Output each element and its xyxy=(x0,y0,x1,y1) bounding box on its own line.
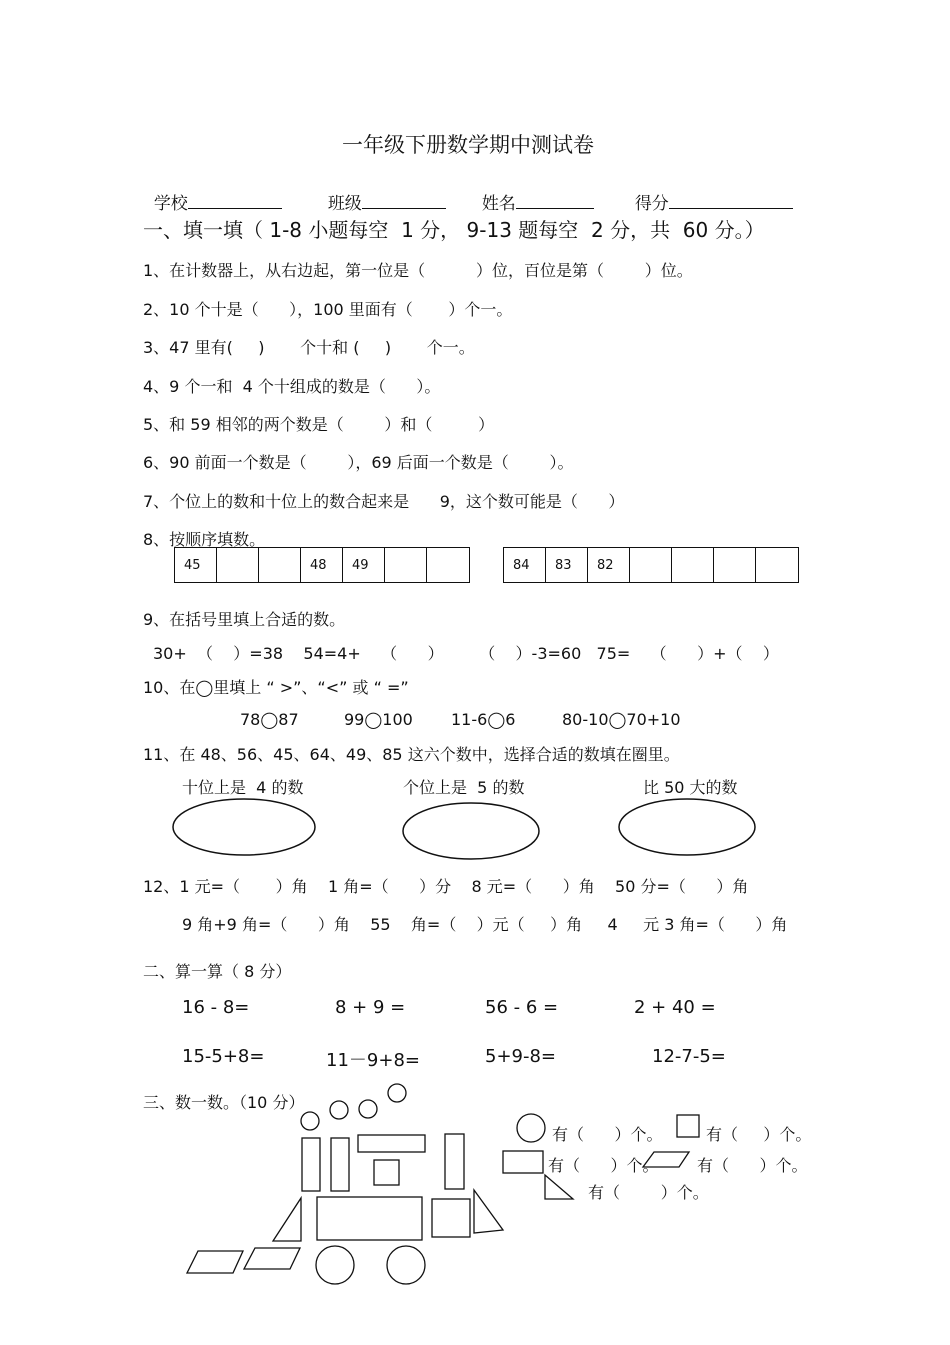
legend-parallelogram-icon xyxy=(643,1152,689,1167)
question-2: 2、10 个十是（ ），100 里面有（ ）个一。 xyxy=(143,300,513,319)
calc-item: 12-7-5= xyxy=(652,1046,726,1067)
question-8: 8、按顺序填数。 xyxy=(143,530,266,549)
question-4: 4、9 个一和 4 个十组成的数是（ ）。 xyxy=(143,377,441,396)
legend-triangle-icon xyxy=(545,1175,573,1199)
question-3: 3、47 里有( ) 个十和 ( ) 个一。 xyxy=(143,338,475,357)
circle-label-ones-5: 个位上是 5 的数 xyxy=(403,778,525,797)
smoke-circle-icon xyxy=(388,1084,406,1102)
class-label: 班级 xyxy=(327,194,362,214)
circle-label-tens-4: 十位上是 4 的数 xyxy=(182,778,304,797)
page-title: 一年级下册数学期中测试卷 xyxy=(342,133,594,157)
legend-square-icon xyxy=(677,1115,699,1137)
body-square-icon xyxy=(432,1199,470,1237)
compare-item-1: 78◯87 xyxy=(240,710,299,729)
smoke-circle-icon xyxy=(330,1101,348,1119)
question-9-equations: 30+ （ ）=38 54=4+ （ ） （ ）-3=60 75= （ ）+（ ） xyxy=(153,644,779,663)
sequence-cell[interactable]: 82 xyxy=(588,548,630,582)
answer-circle-greater-50 xyxy=(619,799,755,855)
smoke-circle-icon xyxy=(359,1100,377,1118)
triangle-icon xyxy=(474,1190,503,1233)
answer-circle-tens-4 xyxy=(173,799,315,855)
cab-rect-icon xyxy=(445,1134,464,1189)
score-label: 得分 xyxy=(634,194,669,214)
parallelogram-icon xyxy=(187,1251,243,1273)
roof-rect-icon xyxy=(358,1135,425,1152)
name-label: 姓名 xyxy=(481,194,516,214)
answer-circle-ones-5 xyxy=(403,803,539,859)
wheel-circle-icon xyxy=(316,1246,354,1284)
calc-item: 16 - 8= xyxy=(182,997,250,1018)
chimney-rect-icon xyxy=(302,1138,320,1191)
sequence-cell[interactable]: 84 xyxy=(504,548,546,582)
wheel-circle-icon xyxy=(387,1246,425,1284)
calc-item: 8 + 9 = xyxy=(335,997,406,1018)
section2-heading: 二、算一算（ 8 分） xyxy=(143,962,292,981)
calc-item: 5+9-8= xyxy=(485,1046,557,1067)
legend-rect-icon xyxy=(503,1151,543,1173)
triangle-icon xyxy=(273,1198,301,1241)
parallelogram-icon xyxy=(244,1248,300,1269)
sequence-cell[interactable]: 83 xyxy=(546,548,588,582)
sequence-cell[interactable]: 48 xyxy=(301,548,343,582)
train-figure xyxy=(187,1084,503,1284)
question-9: 9、在括号里填上合适的数。 xyxy=(143,610,346,629)
question-12-line-2: 9 角+9 角=（ ）角 55 角=（ ）元（ ）角 4 元 3 角=（ ）角 xyxy=(182,915,788,934)
count-square-text: 有（ ）个。 xyxy=(706,1125,812,1144)
question-1: 1、在计数器上，从右边起，第一位是（ ）位，百位是第（ ）位。 xyxy=(143,261,693,280)
sequence-cell[interactable]: 45 xyxy=(175,548,217,582)
question-12-line-1: 12、1 元=（ ）角 1 角=（ ）分 8 元=（ ）角 50 分=（ ）角 xyxy=(143,877,749,896)
calc-item: 11－9+8= xyxy=(326,1050,420,1071)
body-rect-icon xyxy=(317,1197,422,1240)
compare-item-3: 11-6◯6 xyxy=(451,710,516,729)
question-7: 7、个位上的数和十位上的数合起来是 9，这个数可能是（ ） xyxy=(143,492,625,511)
compare-item-4: 80-10◯70+10 xyxy=(562,710,681,729)
count-para-text: 有（ ）个。 xyxy=(697,1156,808,1175)
legend-shapes xyxy=(503,1114,699,1199)
question-11: 11、在 48、56、45、64、49、85 这六个数中，选择合适的数填在圈里。 xyxy=(143,745,680,764)
question-10: 10、在◯里填上 “ >”、“<” 或 “ =” xyxy=(143,678,409,697)
smoke-circle-icon xyxy=(301,1112,319,1130)
compare-item-2: 99◯100 xyxy=(344,710,413,729)
question-6: 6、90 前面一个数是（ ），69 后面一个数是（ ）。 xyxy=(143,453,574,472)
section3-heading: 三、数一数。（10 分） xyxy=(143,1093,305,1112)
count-rect-text: 有（ ）个。 xyxy=(548,1156,659,1175)
sequence-cell[interactable]: 49 xyxy=(343,548,385,582)
question-5: 5、和 59 相邻的两个数是（ ）和（ ） xyxy=(143,415,495,434)
count-circle-text: 有（ ）个。 xyxy=(552,1125,663,1144)
circle-label-greater-50: 比 50 大的数 xyxy=(643,778,738,797)
calc-item: 15-5+8= xyxy=(182,1046,265,1067)
window-square-icon xyxy=(374,1160,399,1185)
calc-item: 56 - 6 = xyxy=(485,997,559,1018)
chimney-rect-icon xyxy=(331,1138,349,1191)
school-label: 学校 xyxy=(153,194,188,214)
count-triangle-text: 有（ ）个。 xyxy=(588,1183,709,1202)
section1-heading: 一、填一填（ 1-8 小题每空 1 分， 9-13 题每空 2 分，共 60 分。） xyxy=(143,218,765,242)
legend-circle-icon xyxy=(517,1114,545,1142)
calc-item: 2 + 40 = xyxy=(634,997,716,1018)
